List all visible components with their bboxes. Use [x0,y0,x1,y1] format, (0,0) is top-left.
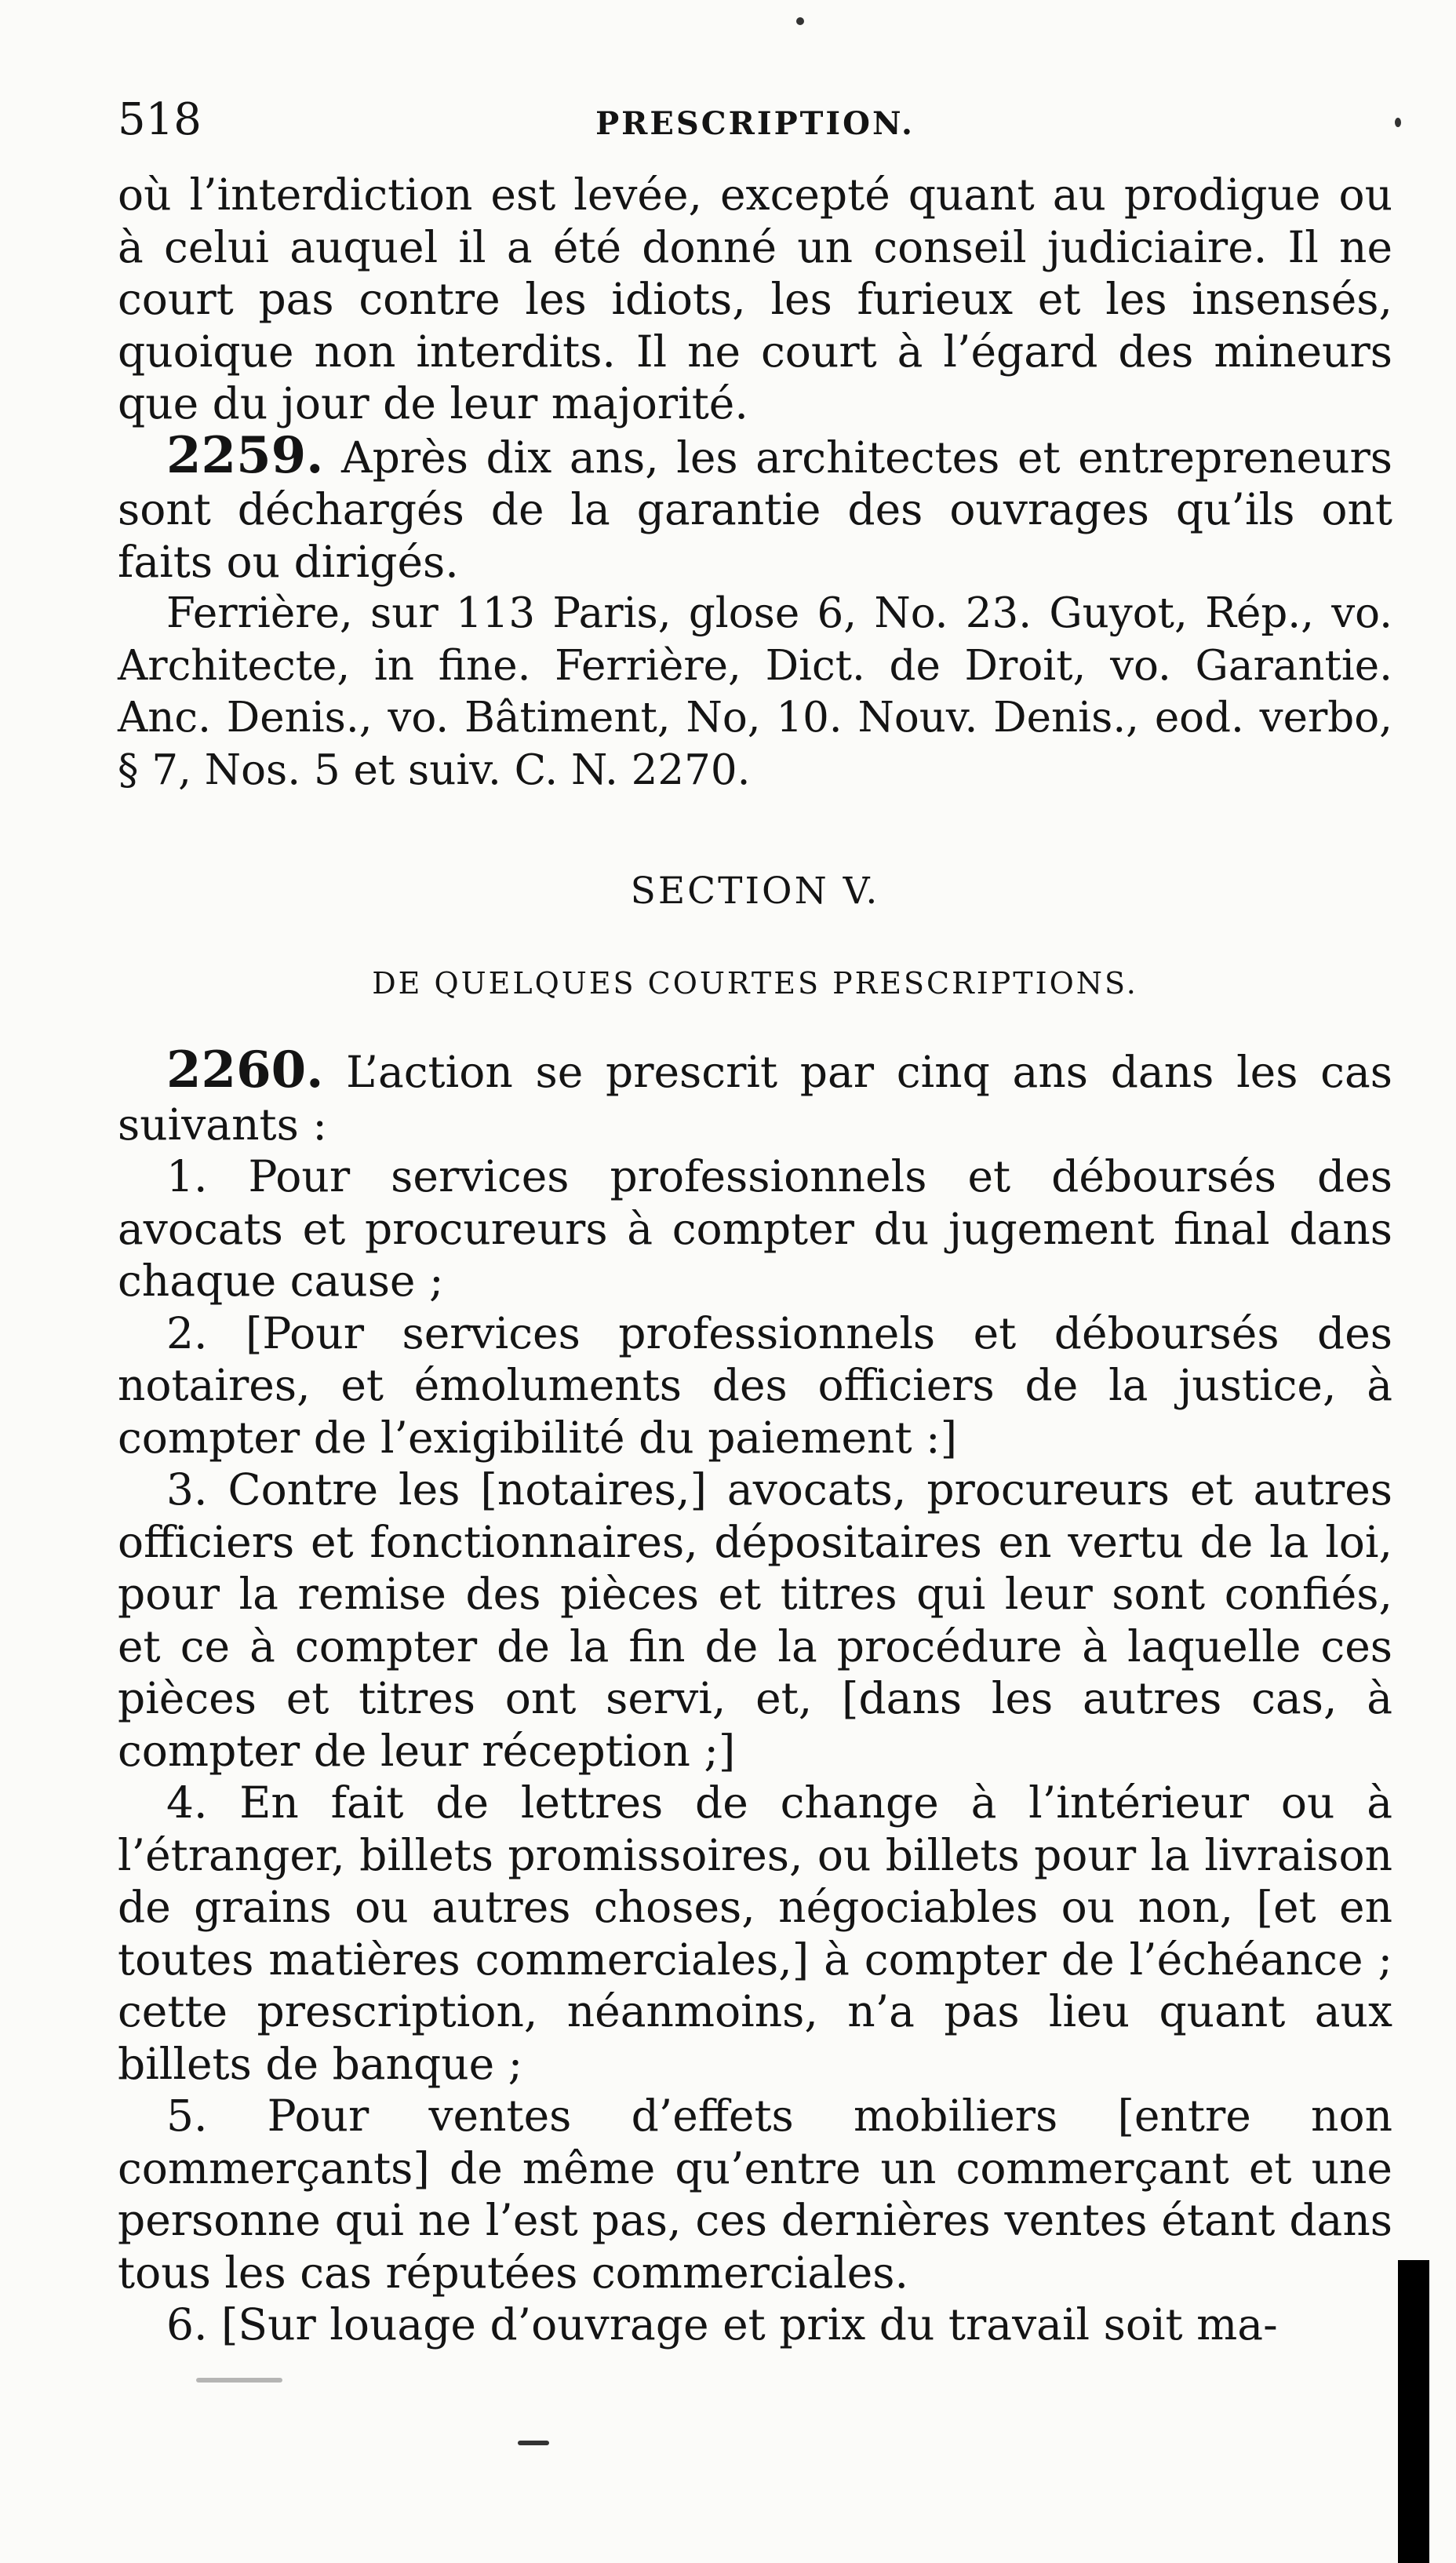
running-title: PRESCRIPTION. [595,105,915,142]
article-2259-text: Après dix ans, les architectes et entrepreneurs sont déchargés de la garantie des ouvrages qu’ils ont faits ou dirigés. [118,432,1393,587]
list-item: 3. Contre les [notaires,] avocats, procureurs et autres officiers et fonctionnaires, dépositaires en vertu de la loi, pour la remise des pièces et titres qui leur sont confiés, et ce à compter de la fin de la procédure à laquelle ces pièces et titres ont servi, et, [dans les autres cas, à compter de leur réception ;] [118,1464,1392,1776]
ink-speck [196,2378,282,2383]
page-number: 518 [118,94,202,145]
ink-speck [518,2441,549,2445]
scan-edge-bar [1398,2260,1429,2563]
list-item: 4. En fait de lettres de change à l’intérieur ou à l’étranger, billets promissoires, ou billets pour la livraison de grains ou autres choses, négociables ou non, [et en toutes matières commerciales,] à compter de l’échéance ; cette prescription, néanmoins, n’a pas lieu quant aux billets de banque ; [118,1777,1392,2089]
article-2259 [118,425,1393,589]
page-body [118,169,1392,2351]
section-subtitle: DE QUELQUES COURTES PRESCRIPTIONS. [372,965,1138,1001]
list-item: 2. [Pour services professionnels et déboursés des notaires, et émoluments des officiers de la justice, à compter de l’exigibilité du paiement :] [118,1307,1392,1463]
list-item: 5. Pour ventes d’effets mobiliers [entre non commerçants] de même qu’entre un commerçant et une personne qui ne l’est pas, ces dernières ventes étant dans tous les cas réputées commerciales. [118,2091,1392,2298]
continuation-paragraph: où l’interdiction est levée, excepté quant au prodigue ou à celui auquel il a été donné un conseil judiciaire. Il ne court pas contre les idiots, les furieux et les insensés, quoique non interdits. Il ne court à l’égard des mineurs que du jour de leur majorité. [118,170,1392,428]
article-number-2260: 2260. [166,1041,324,1099]
ink-speck [1395,118,1401,127]
section-title: SECTION V. [630,870,880,913]
article-2259-references: Ferrière, sur 113 Paris, glose 6, No. 23. Guyot, Rép., vo. Architecte, in fine. Ferrière, Dict. de Droit, vo. Garantie. Anc. Denis., vo. Bâtiment, No, 10. Nouv. Denis., eod. verbo, § 7, Nos. 5 et suiv. C. N. 2270. [118,589,1392,794]
article-number-2259: 2259. [166,425,324,485]
book-page [118,94,1392,2351]
article-2260-intro: L’action se prescrit par cinq ans dans les cas suivants : [118,1047,1393,1150]
ink-speck [796,17,804,25]
article-2260 [118,1041,1393,1150]
list-item: 1. Pour services professionnels et déboursés des avocats et procureurs à compter du jugement final dans chaque cause ; [118,1151,1392,1306]
page-header [118,94,1392,169]
list-item: 6. [Sur louage d’ouvrage et prix du travail soit ma- [166,2299,1278,2350]
